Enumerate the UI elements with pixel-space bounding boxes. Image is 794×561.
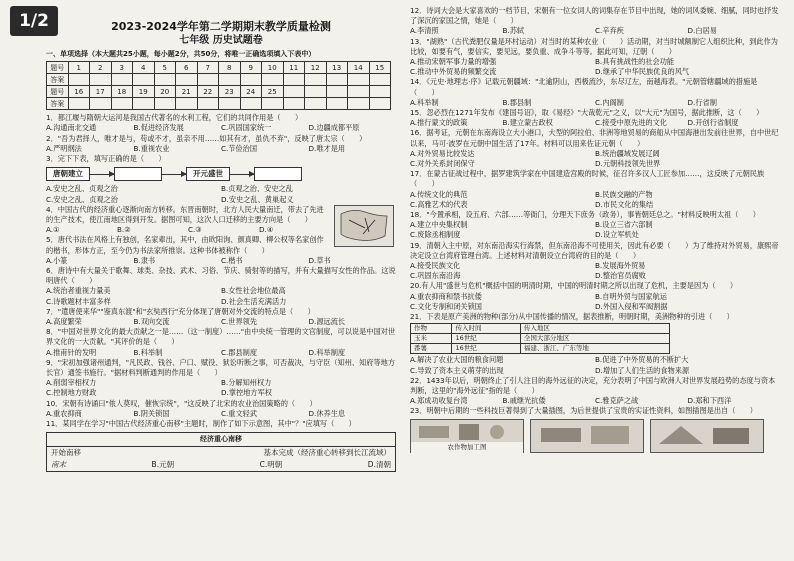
diagram-label: 基本完成（经济重心转移到长江流域） <box>263 447 391 457</box>
option[interactable]: D.整治官员腐败 <box>595 271 646 281</box>
question-11: 11．某同学在学习"中国古代经济重心南移"主题时，制作了如下示意图，其中"？"应填写（ ） <box>46 419 356 429</box>
question-3: 3．完下下表，填写正确的是（ ） <box>46 154 166 164</box>
option[interactable]: C.楷书 <box>221 255 243 265</box>
question-11-diagram <box>46 432 396 472</box>
option[interactable]: C.推动中外贸易的频繁交流 <box>410 67 497 77</box>
option[interactable]: A.高度繁荣 <box>46 317 82 327</box>
table-cell: 19 <box>133 86 155 98</box>
table-cell: 16世纪 <box>452 344 520 354</box>
question-2-options <box>46 144 396 154</box>
table-cell: 13 <box>326 62 348 74</box>
option[interactable]: D.设立军机处 <box>595 230 639 240</box>
question-3-options <box>46 184 396 204</box>
option[interactable]: C.对外关系封闭保守 <box>410 159 475 169</box>
table-cell: 5 <box>154 62 176 74</box>
arrow-right-icon <box>230 174 254 175</box>
answer-table-row <box>47 98 391 110</box>
migration-map-image <box>334 205 394 247</box>
table-row <box>411 334 670 344</box>
table-cell: 4 <box>133 62 155 74</box>
question-18: 18．"今置承相，设五府、六部……等衙门，分理天下庶务（政务），事皆朝廷总之。"材料反映明太祖（ ） <box>410 210 760 220</box>
question-10-text: 10．宋朝有诗诵曰"侬人莫叹，催恢宗统"，"这反映了北宋的农业 <box>46 398 252 408</box>
question-20-options <box>410 292 780 312</box>
answer-cell[interactable] <box>240 98 262 110</box>
option[interactable]: B.郡县制 <box>502 97 532 107</box>
option[interactable]: B.阴关锁国 <box>133 408 170 418</box>
answer-table-row <box>47 86 391 98</box>
option[interactable]: B.促进了中外贸易的不断扩大 <box>595 355 689 365</box>
option[interactable]: C.辛弃疾 <box>595 26 624 36</box>
answer-table-row <box>47 62 391 74</box>
option[interactable]: A.统治者重视力量美 <box>46 286 111 296</box>
option[interactable]: C.雅克萨之战 <box>595 396 639 406</box>
question-20: 20.有人用"盛世与危机"概括中国的明清时期，中国的明清时期之所以出现了危机，主要是因为（ ） <box>410 281 738 291</box>
table-cell: 20 <box>154 86 176 98</box>
option[interactable]: D.增加了人们生活的食物来源 <box>595 365 690 375</box>
option[interactable]: A.削弱宰相权力 <box>46 378 97 388</box>
table-cell: 25 <box>262 86 284 98</box>
question-13 <box>410 37 780 57</box>
question-15-options <box>410 118 780 128</box>
option[interactable]: D.外国入侵和军阀割据 <box>595 301 668 311</box>
option[interactable]: D.行省制 <box>687 97 717 107</box>
question-8: 8．"中国对世界文化的最大贡献之一是……（这一制度）……"由中央统一管理的文官制度，可以说是中国对世界文化的一大贡献。"其评价的是（ ） <box>46 327 396 347</box>
question-10 <box>46 399 396 409</box>
table-cell: 福建、浙江、广东等地 <box>520 344 669 354</box>
arrow-right-icon <box>162 174 186 175</box>
option[interactable]: A.安史之乱、贞观之治 <box>46 184 118 194</box>
page-indicator[interactable]: 1/2 <box>10 6 58 36</box>
table-cell: 22 <box>197 86 219 98</box>
option[interactable]: D.开创行省制度 <box>687 118 739 128</box>
illustration-image <box>410 419 524 453</box>
table-cell: 8 <box>219 62 241 74</box>
question-5-options <box>46 256 396 266</box>
question-19-text-cont: 为了维持对外贸易，康熙帝决定设立台湾府管理台湾。上述材料对清朝设立台湾府的目的是（ ） <box>410 240 779 260</box>
table-cell: 15 <box>369 62 391 74</box>
option[interactable]: B.元朝 <box>151 459 175 469</box>
question-5: 5．唐代书法在风格上有独创，名家辈出，其中，由欧阳询、颜真卿、柳公权等名家创作的楷书，形体方正，至今仍为书法家所推崇。这种书体被称作（ ） <box>46 235 324 255</box>
illustration-icon <box>531 420 643 450</box>
question-13-text: 13．"湖熟"（古代粪肥仅量是环村运动）对当时的某种农业（ ） <box>410 36 628 46</box>
table-cell: 24 <box>240 86 262 98</box>
option[interactable]: B.设立三省六部制 <box>595 220 653 230</box>
option[interactable]: D.元朝科技领先世界 <box>595 159 661 169</box>
option[interactable]: B.民族交融的产物 <box>595 189 653 199</box>
table-cell: 9 <box>240 62 262 74</box>
table-cell: 题号 <box>47 62 69 74</box>
option[interactable]: B.具有挑战性的社会功能 <box>595 57 675 67</box>
question-10-text-cont: 治国策略的（ ） <box>251 398 317 408</box>
option[interactable]: D.科举制度 <box>308 347 346 357</box>
option[interactable]: C.废除丞相制度 <box>410 230 461 240</box>
question-9-options <box>46 378 396 398</box>
table-cell: 3 <box>111 62 133 74</box>
question-6: 6．唐诗中有大量关于歌舞、球类、杂技、武术、习俗、节庆、骑射等的描写，并有大量描写女性的作品。这说明唐代（ ） <box>46 266 396 286</box>
option[interactable]: B.分解知州权力 <box>221 378 272 388</box>
option[interactable]: C.郡县制度 <box>221 347 258 357</box>
map-icon <box>335 206 393 246</box>
table-cell: 17 <box>90 86 112 98</box>
option[interactable]: C.世界领先 <box>221 317 258 327</box>
question-13-text-cont: 活动期，对当时城额制它人组织比种，到此作为比较，如要有气，要信实，要见远，要负重、成争斗等等。据此可知，辽朝（ ） <box>410 36 778 56</box>
question-22-options <box>410 396 780 406</box>
question-19-options <box>410 261 780 281</box>
answer-cell[interactable] <box>90 74 112 86</box>
answer-cell[interactable] <box>197 98 219 110</box>
question-22: 22．1433年以后，明朝终止了引人注目的海外远征的决定，充分表明了中国与欧洲人对世界发展趋势的态度与资本判断，这里的"海外远征"指的是（ ） <box>410 375 776 395</box>
question-9: 9．"宋初加强诸州通判，"凡民政、钱谷、户口、赋役、狱讼听断之事，可否裁决，与守臣（知州、知府等地方长官）通签书施行。"据材料判断通判的作用是（ ） <box>46 357 396 378</box>
question-12: 12．诗词大会是大家喜欢的一档节目，宋朝有一位女词人的词集存在节目中出现，她的词风委婉、细腻，同时也抒发了深沉的家国之情，她是（ ） <box>410 6 779 26</box>
table-cell: 12 <box>305 62 327 74</box>
question-7: 7．"遣唐使来华""鉴真东渡"和"玄奘西行"充分体现了唐朝对外交流的特点是（ ） <box>46 306 315 316</box>
option[interactable]: C.内阁制 <box>595 97 624 107</box>
question-21-options <box>410 355 780 375</box>
answer-cell[interactable] <box>219 74 241 86</box>
answer-table <box>46 61 391 110</box>
question-4: 4．中国古代的经济重心逐渐向南方转移。东晋南朝时，北方人民大量南迁，带去了先进的生产技术，使江南地区得到开发。据图可知，这次人口迁移的主要方向是（ ） <box>46 204 324 225</box>
table-cell: 传入地区 <box>520 324 669 334</box>
option[interactable]: D.边疆成都平原 <box>308 123 360 133</box>
table-cell: 作物 <box>411 324 452 334</box>
option[interactable]: B.科举制 <box>133 347 163 357</box>
option[interactable]: A.重农抑商和禁书抗倭 <box>410 291 482 301</box>
image-caption: 农作物加工图 <box>411 442 523 452</box>
option[interactable]: C.高雅艺术的代表 <box>410 199 468 209</box>
option[interactable]: D.继承了中华民族优良的风气 <box>595 67 690 77</box>
option[interactable]: B.贞观之治、安史之乱 <box>221 184 293 194</box>
option[interactable]: C.文化专制和闭关锁国 <box>410 301 482 311</box>
question-23-images <box>410 419 780 453</box>
question-17-options <box>410 190 780 210</box>
question-19 <box>410 241 780 261</box>
table-cell <box>348 98 370 110</box>
question-3-flowchart <box>46 167 396 181</box>
answer-cell[interactable] <box>154 74 176 86</box>
option[interactable]: D.市民文化的集结 <box>595 199 654 209</box>
exam-subtitle: 七年级 历史试题卷 <box>179 35 263 46</box>
question-10-options <box>46 409 396 419</box>
option[interactable]: A.推甫针的发明 <box>46 347 97 357</box>
option[interactable]: D.④ <box>259 225 274 235</box>
option[interactable]: A.解决了农业大国的粮食问题 <box>410 355 504 365</box>
option[interactable]: B.双向交流 <box>133 317 170 327</box>
table-row <box>411 324 670 334</box>
question-16: 16．据考证，元朝在东南海设立大小港口，大型的阿拉伯、非洲等地贸易的商船从中国海港出发前往世界，自中世纪以来，马可·波罗在元朝中国生活了17年。材料可以用来佐证元朝（ ） <box>410 128 779 148</box>
option[interactable]: C.节俭治国 <box>221 143 258 153</box>
option[interactable]: D.草书 <box>308 255 331 265</box>
table-cell <box>326 98 348 110</box>
option[interactable]: A.传统文化的典范 <box>410 189 468 199</box>
question-4-options <box>46 225 330 235</box>
handwritten-answer: 南末 <box>51 459 66 469</box>
table-cell: 传入时间 <box>452 324 520 334</box>
diagram-row <box>47 459 395 471</box>
diagram-heading: 经济重心南移 <box>47 433 395 446</box>
option[interactable]: C.巩固国家统一 <box>221 123 272 133</box>
table-cell: 题号 <box>47 86 69 98</box>
option[interactable]: A.重农抑商 <box>46 408 82 418</box>
answer-cell[interactable] <box>348 74 370 86</box>
table-cell <box>305 86 327 98</box>
table-cell: 16 <box>68 86 90 98</box>
table-cell: 21 <box>176 86 198 98</box>
table-cell <box>369 98 391 110</box>
illustration-image <box>530 419 644 453</box>
option[interactable]: A.推行蒙文的政策 <box>410 118 468 128</box>
question-17: 17．在蒙古征战过程中，据罗建筑学家在中国建造宫殿的时候，征召许多汉人工匠参加……，这反映了元朝民族（ ） <box>410 169 765 189</box>
answer-cell[interactable] <box>176 74 198 86</box>
answer-cell[interactable] <box>68 74 90 86</box>
answer-cell[interactable] <box>326 74 348 86</box>
option[interactable]: B.自明外贸与国家航运 <box>595 291 667 301</box>
table-cell: 6 <box>176 62 198 74</box>
answer-cell[interactable] <box>219 98 241 110</box>
option[interactable]: A.李清照 <box>410 26 439 36</box>
option[interactable]: B.女性社会地位最高 <box>221 286 286 296</box>
answer-cell[interactable] <box>240 74 262 86</box>
option[interactable]: D.源远流长 <box>308 317 346 327</box>
answer-cell[interactable] <box>262 98 284 110</box>
option[interactable]: D.唯才是用 <box>308 143 346 153</box>
table-cell <box>283 86 305 98</box>
question-12-options <box>410 26 780 36</box>
question-18-options <box>410 220 780 240</box>
answer-cell[interactable] <box>305 74 327 86</box>
option[interactable]: C.重文轻武 <box>221 408 258 418</box>
option[interactable]: A.严明纲法 <box>46 143 82 153</box>
option[interactable]: C.导致了资本主义萌芽的出现 <box>410 365 504 375</box>
answer-table-row <box>47 74 391 86</box>
question-15: 15．忽必烈在1271年发布《建国号诏》，取《易经》"大哉乾元"之义，以"大元"为国号，据此推断，这（ ） <box>410 108 764 118</box>
question-2: 2．"吾为君择人，唯才是与，苟或不才，虽亲不用……如其有才，虽仇不弃"，反映了唐太宗（ ） <box>46 133 367 143</box>
table-cell: 10 <box>262 62 284 74</box>
option[interactable]: D.白居易 <box>687 26 717 36</box>
arrow-right-icon <box>90 174 114 175</box>
table-cell: 7 <box>197 62 219 74</box>
option[interactable]: C.安史之乱、贞观之治 <box>46 194 118 204</box>
option[interactable]: D.清朝 <box>367 459 391 469</box>
section-heading: 一、单项选择（本大题共25小题，每小题2分，共50分，将唯一正确选项填入下表中） <box>46 50 316 58</box>
answer-cell[interactable] <box>369 74 391 86</box>
illustration-icon <box>411 420 523 444</box>
answer-cell[interactable] <box>262 74 284 86</box>
illustration-image <box>650 419 764 453</box>
option[interactable]: B.建立蒙古政权 <box>502 118 553 128</box>
answer-cell[interactable] <box>133 98 155 110</box>
table-cell: 答案 <box>47 74 69 86</box>
flow-box: 开元盛世 <box>186 167 230 181</box>
option[interactable]: D.郑和下西洋 <box>687 396 732 406</box>
answer-cell[interactable] <box>133 74 155 86</box>
table-cell: 玉米 <box>411 334 452 344</box>
flow-box-blank <box>254 167 302 181</box>
option[interactable]: B.苏轼 <box>502 26 525 36</box>
question-14: 14．《元史·地理志·序》记载元朝疆域："北逾阴山，西极流沙，东尽辽左，南越海表。"元朝管辖疆域的措施是（ ） <box>410 77 758 97</box>
option[interactable]: D.社会生活充满活力 <box>221 296 287 306</box>
table-cell: 14 <box>348 62 370 74</box>
table-cell: 18 <box>111 86 133 98</box>
option[interactable]: A.沟通南北交通 <box>46 123 97 133</box>
flow-box-blank <box>114 167 162 181</box>
question-1: 1．都江堰与隋朝大运河是我国古代著名的水利工程，它们的共同作用是（ ） <box>46 113 303 123</box>
option[interactable]: A.郑成功收复台湾 <box>410 396 468 406</box>
option[interactable]: C.诗歌题材丰富多样 <box>46 296 111 306</box>
option[interactable]: A.① <box>46 225 60 235</box>
question-7-options <box>46 317 396 327</box>
option[interactable]: C.接受中原先进的文化 <box>595 118 667 128</box>
table-cell: 番薯 <box>411 344 452 354</box>
right-column <box>410 6 780 556</box>
answer-cell[interactable] <box>90 98 112 110</box>
option[interactable]: B.统治疆域发展辽阔 <box>595 148 660 158</box>
answer-cell[interactable] <box>283 74 305 86</box>
table-cell: 11 <box>283 62 305 74</box>
answer-cell[interactable] <box>68 98 90 110</box>
table-cell <box>326 86 348 98</box>
table-cell: 23 <box>219 86 241 98</box>
option[interactable]: C.明朝 <box>259 459 283 469</box>
question-1-options <box>46 123 396 133</box>
question-14-options <box>410 98 780 108</box>
option[interactable]: B.发展海外贸易 <box>595 261 646 271</box>
diagram-label: 开始南移 <box>51 447 81 457</box>
option[interactable]: A.对外贸易比较发达 <box>410 148 475 158</box>
table-cell <box>305 98 327 110</box>
table-cell: 16世纪 <box>452 334 520 344</box>
flow-box: 唐朝建立 <box>46 167 90 181</box>
question-19-text: 19．清朝入主中原，对东南沿海实行海禁，但东南沿海不可使用关，因此有必要（ ） <box>410 240 693 250</box>
table-cell: 2 <box>90 62 112 74</box>
option[interactable]: D.安史之乱、黄巢起义 <box>221 194 294 204</box>
option[interactable]: D.休养生息 <box>308 408 346 418</box>
option[interactable]: B.戚继光抗倭 <box>502 396 546 406</box>
question-16-options <box>410 149 780 169</box>
question-23: 23．明朝中后期的一些科技巨著得到了大量插图，为后世提供了宝贵的实证性资料，如图插图是出自（ ） <box>410 406 757 416</box>
diagram-row <box>47 447 395 459</box>
option[interactable]: B.促进经济发展 <box>133 123 184 133</box>
option[interactable]: C.巩固东南沿海 <box>410 271 461 281</box>
option[interactable]: A.推动宋朝军事力量的增强 <box>410 57 497 67</box>
answer-cell[interactable] <box>111 74 133 86</box>
option[interactable]: C.③ <box>188 225 202 235</box>
option[interactable]: B.隶书 <box>133 255 156 265</box>
answer-cell[interactable] <box>197 74 219 86</box>
table-cell: 答案 <box>47 98 69 110</box>
option[interactable]: D.掌控地方军权 <box>221 388 272 398</box>
option[interactable]: B.② <box>117 225 131 235</box>
table-cell <box>348 86 370 98</box>
table-cell: 全国大部分地区 <box>520 334 669 344</box>
question-21-table <box>410 323 670 354</box>
table-cell <box>369 86 391 98</box>
answer-cell[interactable] <box>154 98 176 110</box>
table-row <box>411 344 670 354</box>
table-cell <box>283 98 305 110</box>
exam-title: 2023-2024学年第二学期期末教学质量检测 <box>111 20 331 33</box>
option[interactable]: A.小篆 <box>46 255 68 265</box>
question-6-options <box>46 286 396 306</box>
question-21: 21．下表是原产美洲的物种(部分)从中国传播的情况，据表推断，明朝时期，美洲物种的引进（ ） <box>410 312 734 322</box>
option[interactable]: A.科举制 <box>410 97 439 107</box>
answer-cell[interactable] <box>176 98 198 110</box>
illustration-icon <box>651 420 763 450</box>
question-8-options <box>46 348 396 358</box>
answer-cell[interactable] <box>111 98 133 110</box>
question-13-options <box>410 57 780 77</box>
option[interactable]: A.建立中央集权制 <box>410 220 468 230</box>
left-column <box>46 6 396 556</box>
option[interactable]: B.重视农业 <box>133 143 170 153</box>
table-cell: 1 <box>68 62 90 74</box>
option[interactable]: A.接受民族文化 <box>410 261 461 271</box>
option[interactable]: C.控制地方财政 <box>46 388 97 398</box>
